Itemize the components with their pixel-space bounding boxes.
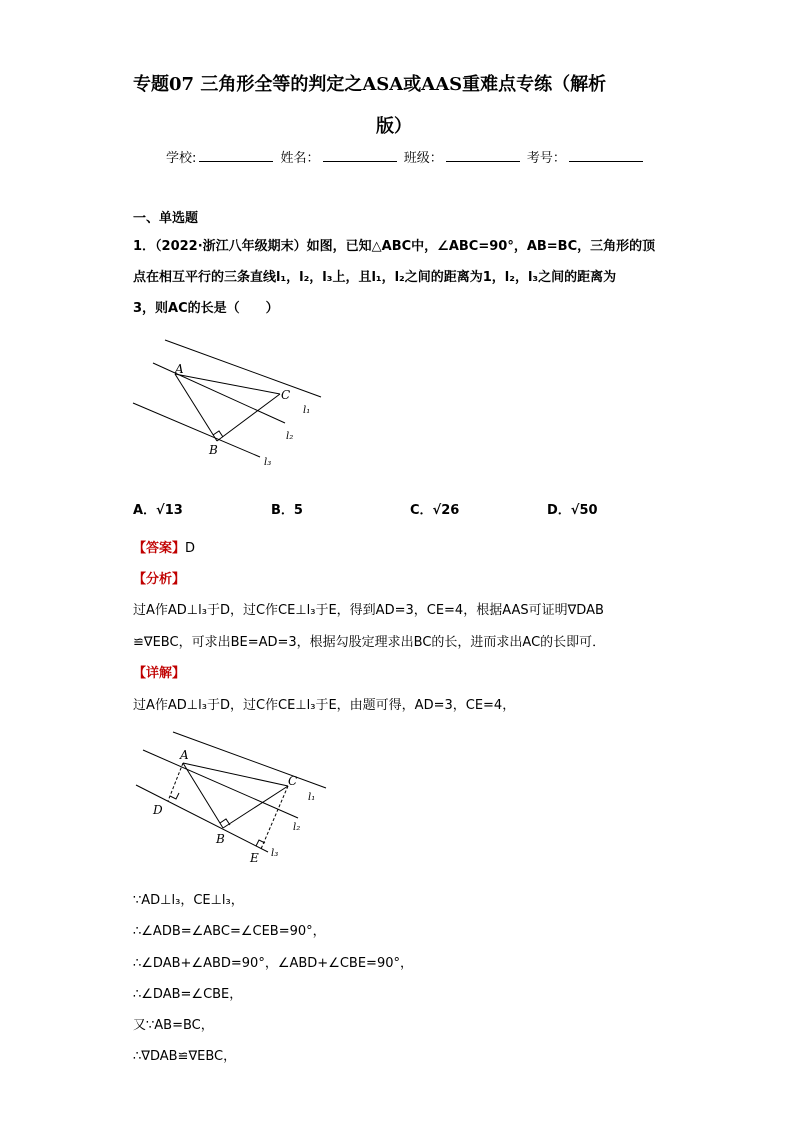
analysis-label: 【分析】	[133, 572, 186, 587]
label-e: E	[250, 851, 259, 865]
class-label: 班级：	[403, 151, 443, 166]
detail-line-1: 过A作AD⊥l₃于D，过C作CE⊥l₃于E，由题可得，AD=3，CE=4，	[133, 698, 516, 713]
name-label: 姓名：	[280, 151, 320, 166]
proof-line-6: ∴∇DAB≌∇EBC，	[133, 1049, 237, 1064]
proof-line-3: ∴∠DAB+∠ABD=90°，∠ABD+∠CBE=90°，	[133, 956, 413, 971]
label-d: D	[153, 803, 163, 817]
student-info-line	[166, 147, 646, 166]
option-d: D．√50	[547, 503, 598, 518]
side-ab	[183, 763, 223, 828]
line-l1	[173, 732, 326, 788]
school-label: 学校:	[166, 151, 197, 166]
label-b: B	[209, 443, 218, 457]
figure-1	[125, 335, 325, 475]
line-l3	[136, 785, 268, 852]
label-l3: l₃	[271, 848, 279, 859]
analysis-line-1: 过A作AD⊥l₃于D，过C作CE⊥l₃于E，得到AD=3，CE=4，根据AAS可证明∇DAB	[133, 603, 604, 618]
line-l3	[133, 403, 260, 457]
answer-line	[133, 537, 195, 556]
number-label: 考号：	[526, 151, 566, 166]
question-line-2: 点在相互平行的三条直线l₁，l₂，l₃上，且l₁，l₂之间的距离为1，l₂，l₃之间的距离为	[133, 270, 617, 285]
page-title: 专题07 三角形全等的判定之ASA或AAS重难点专练（解析	[133, 74, 607, 95]
label-a: A	[180, 748, 189, 762]
question-line-1: 1．（2022·浙江八年级期末）如图，已知△ABC中，∠ABC=90°，AB=BC，三角形的顶	[133, 239, 656, 254]
answer-label: 【答案】	[133, 541, 186, 556]
option-c: C．√26	[410, 503, 460, 518]
option-a: A．√13	[133, 503, 183, 518]
analysis-line-2: ≌∇EBC，可求出BE=AD=3，根据勾股定理求出BC的长，进而求出AC的长即可．	[133, 635, 606, 650]
label-c: C	[281, 388, 291, 402]
side-bc	[217, 394, 280, 441]
label-l2: l₂	[286, 431, 294, 442]
segment-ce	[261, 786, 288, 849]
line-l2	[153, 363, 285, 423]
label-c: C	[288, 774, 298, 788]
number-blank	[569, 149, 643, 162]
line-l2	[143, 750, 298, 818]
segment-ad	[168, 763, 183, 801]
label-l1: l₁	[308, 792, 316, 803]
page-title-continued: 版）	[376, 116, 412, 137]
line-l1	[165, 340, 321, 397]
option-b: B．5	[271, 503, 303, 518]
answer-value: D	[185, 541, 196, 556]
class-blank	[446, 149, 520, 162]
proof-line-5: 又∵AB=BC，	[133, 1018, 214, 1033]
side-bc	[223, 786, 288, 828]
figure-2	[128, 728, 338, 868]
school-blank	[199, 149, 273, 162]
label-a: A	[175, 362, 184, 376]
section-heading: 一、单选题	[133, 211, 199, 226]
proof-line-4: ∴∠DAB=∠CBE，	[133, 987, 243, 1002]
proof-line-2: ∴∠ADB=∠ABC=∠CEB=90°，	[133, 924, 326, 939]
name-blank	[323, 149, 397, 162]
proof-line-1: ∵AD⊥l₃，CE⊥l₃，	[133, 893, 244, 908]
label-b: B	[216, 832, 225, 846]
label-l3: l₃	[264, 457, 272, 468]
side-ab	[175, 374, 217, 441]
label-l1: l₁	[303, 405, 311, 416]
right-angle-d	[170, 793, 179, 799]
side-ac	[175, 374, 280, 394]
question-line-3: 3，则AC的长是（ ）	[133, 301, 279, 316]
label-l2: l₂	[293, 822, 301, 833]
detail-label: 【详解】	[133, 666, 186, 681]
